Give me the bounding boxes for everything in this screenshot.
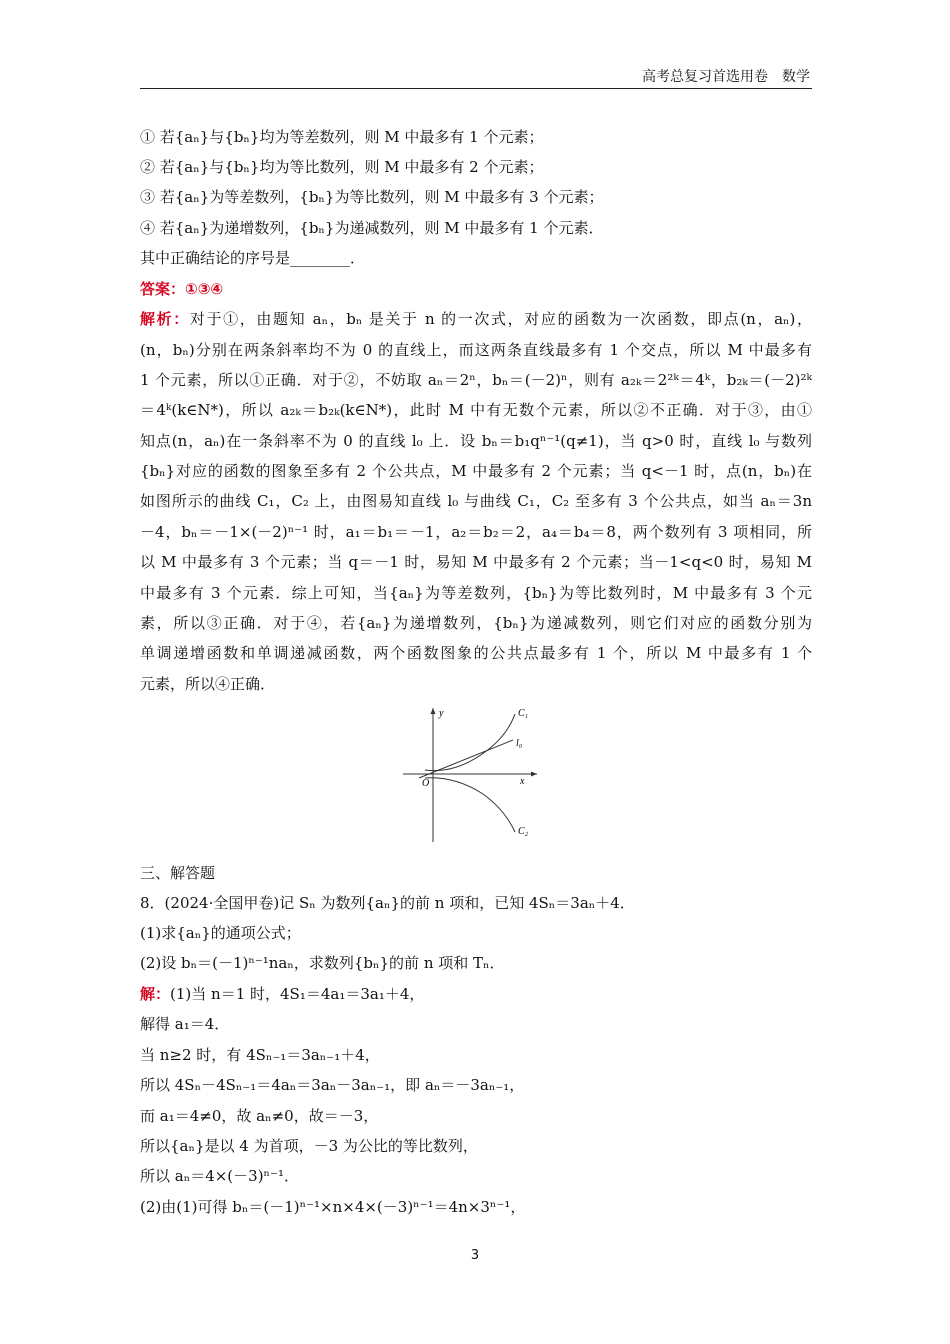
analysis-line: (n，bₙ)分别在两条斜率均不为 0 的直线上，而这两条直线最多有 1 个交点，所以 M 中最多有: [140, 341, 812, 359]
page-header: [140, 66, 812, 89]
solution-line: 而 a₁＝4≠0，故 aₙ≠0，故＝－3，: [140, 1107, 379, 1125]
statement-2: ② 若{aₙ}与{bₙ}均为等比数列，则 M 中最多有 2 个元素；: [140, 158, 544, 176]
answer-label: 答案：: [140, 280, 186, 298]
analysis-line: [140, 309, 812, 329]
analysis-line: 中最多有 3 个元素．综上可知，当{aₙ}为等差数列，{bₙ}为等比数列时，M 中最多有 3 个元: [140, 584, 812, 602]
solution-text: (1)当 n＝1 时，4S₁＝4a₁＝3a₁＋4，: [170, 985, 425, 1003]
analysis-line: 知点(n，aₙ)在一条斜率不为 0 的直线 l₀ 上．设 bₙ＝b₁qⁿ⁻¹(q≠1)，当 q>0 时，直线 l₀ 与数列: [140, 432, 812, 450]
curve-figure-svg: [395, 702, 545, 844]
solution-line: 当 n≥2 时，有 4Sₙ₋₁＝3aₙ₋₁＋4，: [140, 1046, 380, 1064]
section-title: 三、解答题: [140, 864, 216, 882]
solution-line: 所以 aₙ＝4×(－3)ⁿ⁻¹．: [140, 1167, 299, 1185]
solution-line: [140, 984, 812, 1004]
solution-line: 所以 4Sₙ－4Sₙ₋₁＝4aₙ＝3aₙ－3aₙ₋₁，即 aₙ＝－3aₙ₋₁，: [140, 1076, 525, 1094]
header-title: 高考总复习首选用卷 数学: [642, 69, 810, 85]
solution-line: 解得 a₁＝4．: [140, 1015, 230, 1033]
problem-part-2: (2)设 bₙ＝(－1)ⁿ⁻¹naₙ，求数列{bₙ}的前 n 项和 Tₙ．: [140, 954, 505, 972]
question-prompt: 其中正确结论的序号是________．: [140, 249, 366, 267]
statement-1: ① 若{aₙ}与{bₙ}均为等差数列，则 M 中最多有 1 个元素；: [140, 128, 544, 146]
analysis-line: 如图所示的曲线 C₁，C₂ 上，由图易知直线 l₀ 与曲线 C₁，C₂ 至多有 3 个公共点，如当 aₙ＝3n: [140, 492, 812, 510]
analysis-text: 对于①，由题知 aₙ，bₙ 是关于 n 的一次式，对应的函数为一次函数，即点(n，aₙ)，: [189, 310, 812, 328]
statement-4: ④ 若{aₙ}为递增数列，{bₙ}为递减数列，则 M 中最多有 1 个元素．: [140, 219, 604, 237]
problem-part-1: (1)求{aₙ}的通项公式；: [140, 924, 301, 942]
y-axis-label: y: [439, 708, 444, 719]
curve-c1: [425, 714, 515, 771]
solution-label: 解：: [140, 985, 171, 1003]
c1-label: C₁: [518, 708, 529, 719]
statement-3: ③ 若{aₙ}为等差数列，{bₙ}为等比数列，则 M 中最多有 3 个元素；: [140, 188, 604, 206]
analysis-line: {bₙ}对应的函数的图象至多有 2 个公共点，M 中最多有 2 个元素；当 q<－1 时，点(n，bₙ)在: [140, 462, 812, 480]
answer-line: [140, 279, 812, 299]
analysis-line: 单调递增函数和单调递减函数，两个函数图象的公共点最多有 1 个，所以 M 中最多有 1 个: [140, 644, 812, 662]
c2-label: C₂: [518, 826, 529, 837]
curve-c2: [425, 778, 515, 832]
analysis-label: 解析：: [140, 310, 190, 328]
l0-label: l₀: [516, 738, 523, 749]
analysis-line: ＝4ᵏ(k∈N*)，所以 a₂ₖ＝b₂ₖ(k∈N*)，此时 M 中有无数个元素，所以②不正确．对于③，由①: [140, 401, 812, 419]
problem-statement: 8．(2024·全国甲卷)记 Sₙ 为数列{aₙ}的前 n 项和，已知 4Sₙ＝3aₙ＋4．: [140, 894, 635, 912]
y-axis-arrow: [431, 708, 436, 714]
analysis-line: －4，bₙ＝－1×(－2)ⁿ⁻¹ 时，a₁＝b₁＝－1，a₂＝b₂＝2，a₄＝b₄＝8，两个数列有 3 项相同，所: [140, 523, 812, 541]
analysis-line: 1 个元素，所以①正确．对于②，不妨取 aₙ＝2ⁿ，bₙ＝(－2)ⁿ，则有 a₂ₖ＝2²ᵏ＝4ᵏ，b₂ₖ＝(－2)²ᵏ: [140, 371, 812, 389]
analysis-line: 素，所以③正确．对于④，若{aₙ}为递增数列，{bₙ}为递减数列，则它们对应的函数分别为: [140, 614, 812, 632]
analysis-line: 以 M 中最多有 3 个元素；当 q＝－1 时，易知 M 中最多有 2 个元素；当－1<q<0 时，易知 M: [140, 553, 812, 571]
analysis-line: 元素，所以④正确．: [140, 675, 276, 693]
page-number: 3: [470, 1248, 480, 1263]
origin-label: O: [422, 778, 430, 789]
solution-line: 所以{aₙ}是以 4 为首项，－3 为公比的等比数列，: [140, 1137, 478, 1155]
x-axis-arrow: [531, 772, 537, 777]
solution-line: (2)由(1)可得 bₙ＝(－1)ⁿ⁻¹×n×4×(－3)ⁿ⁻¹＝4n×3ⁿ⁻¹，: [140, 1198, 526, 1216]
curve-figure: [395, 702, 545, 844]
answer-value: ①③④: [185, 280, 224, 298]
x-axis-label: x: [520, 776, 525, 787]
